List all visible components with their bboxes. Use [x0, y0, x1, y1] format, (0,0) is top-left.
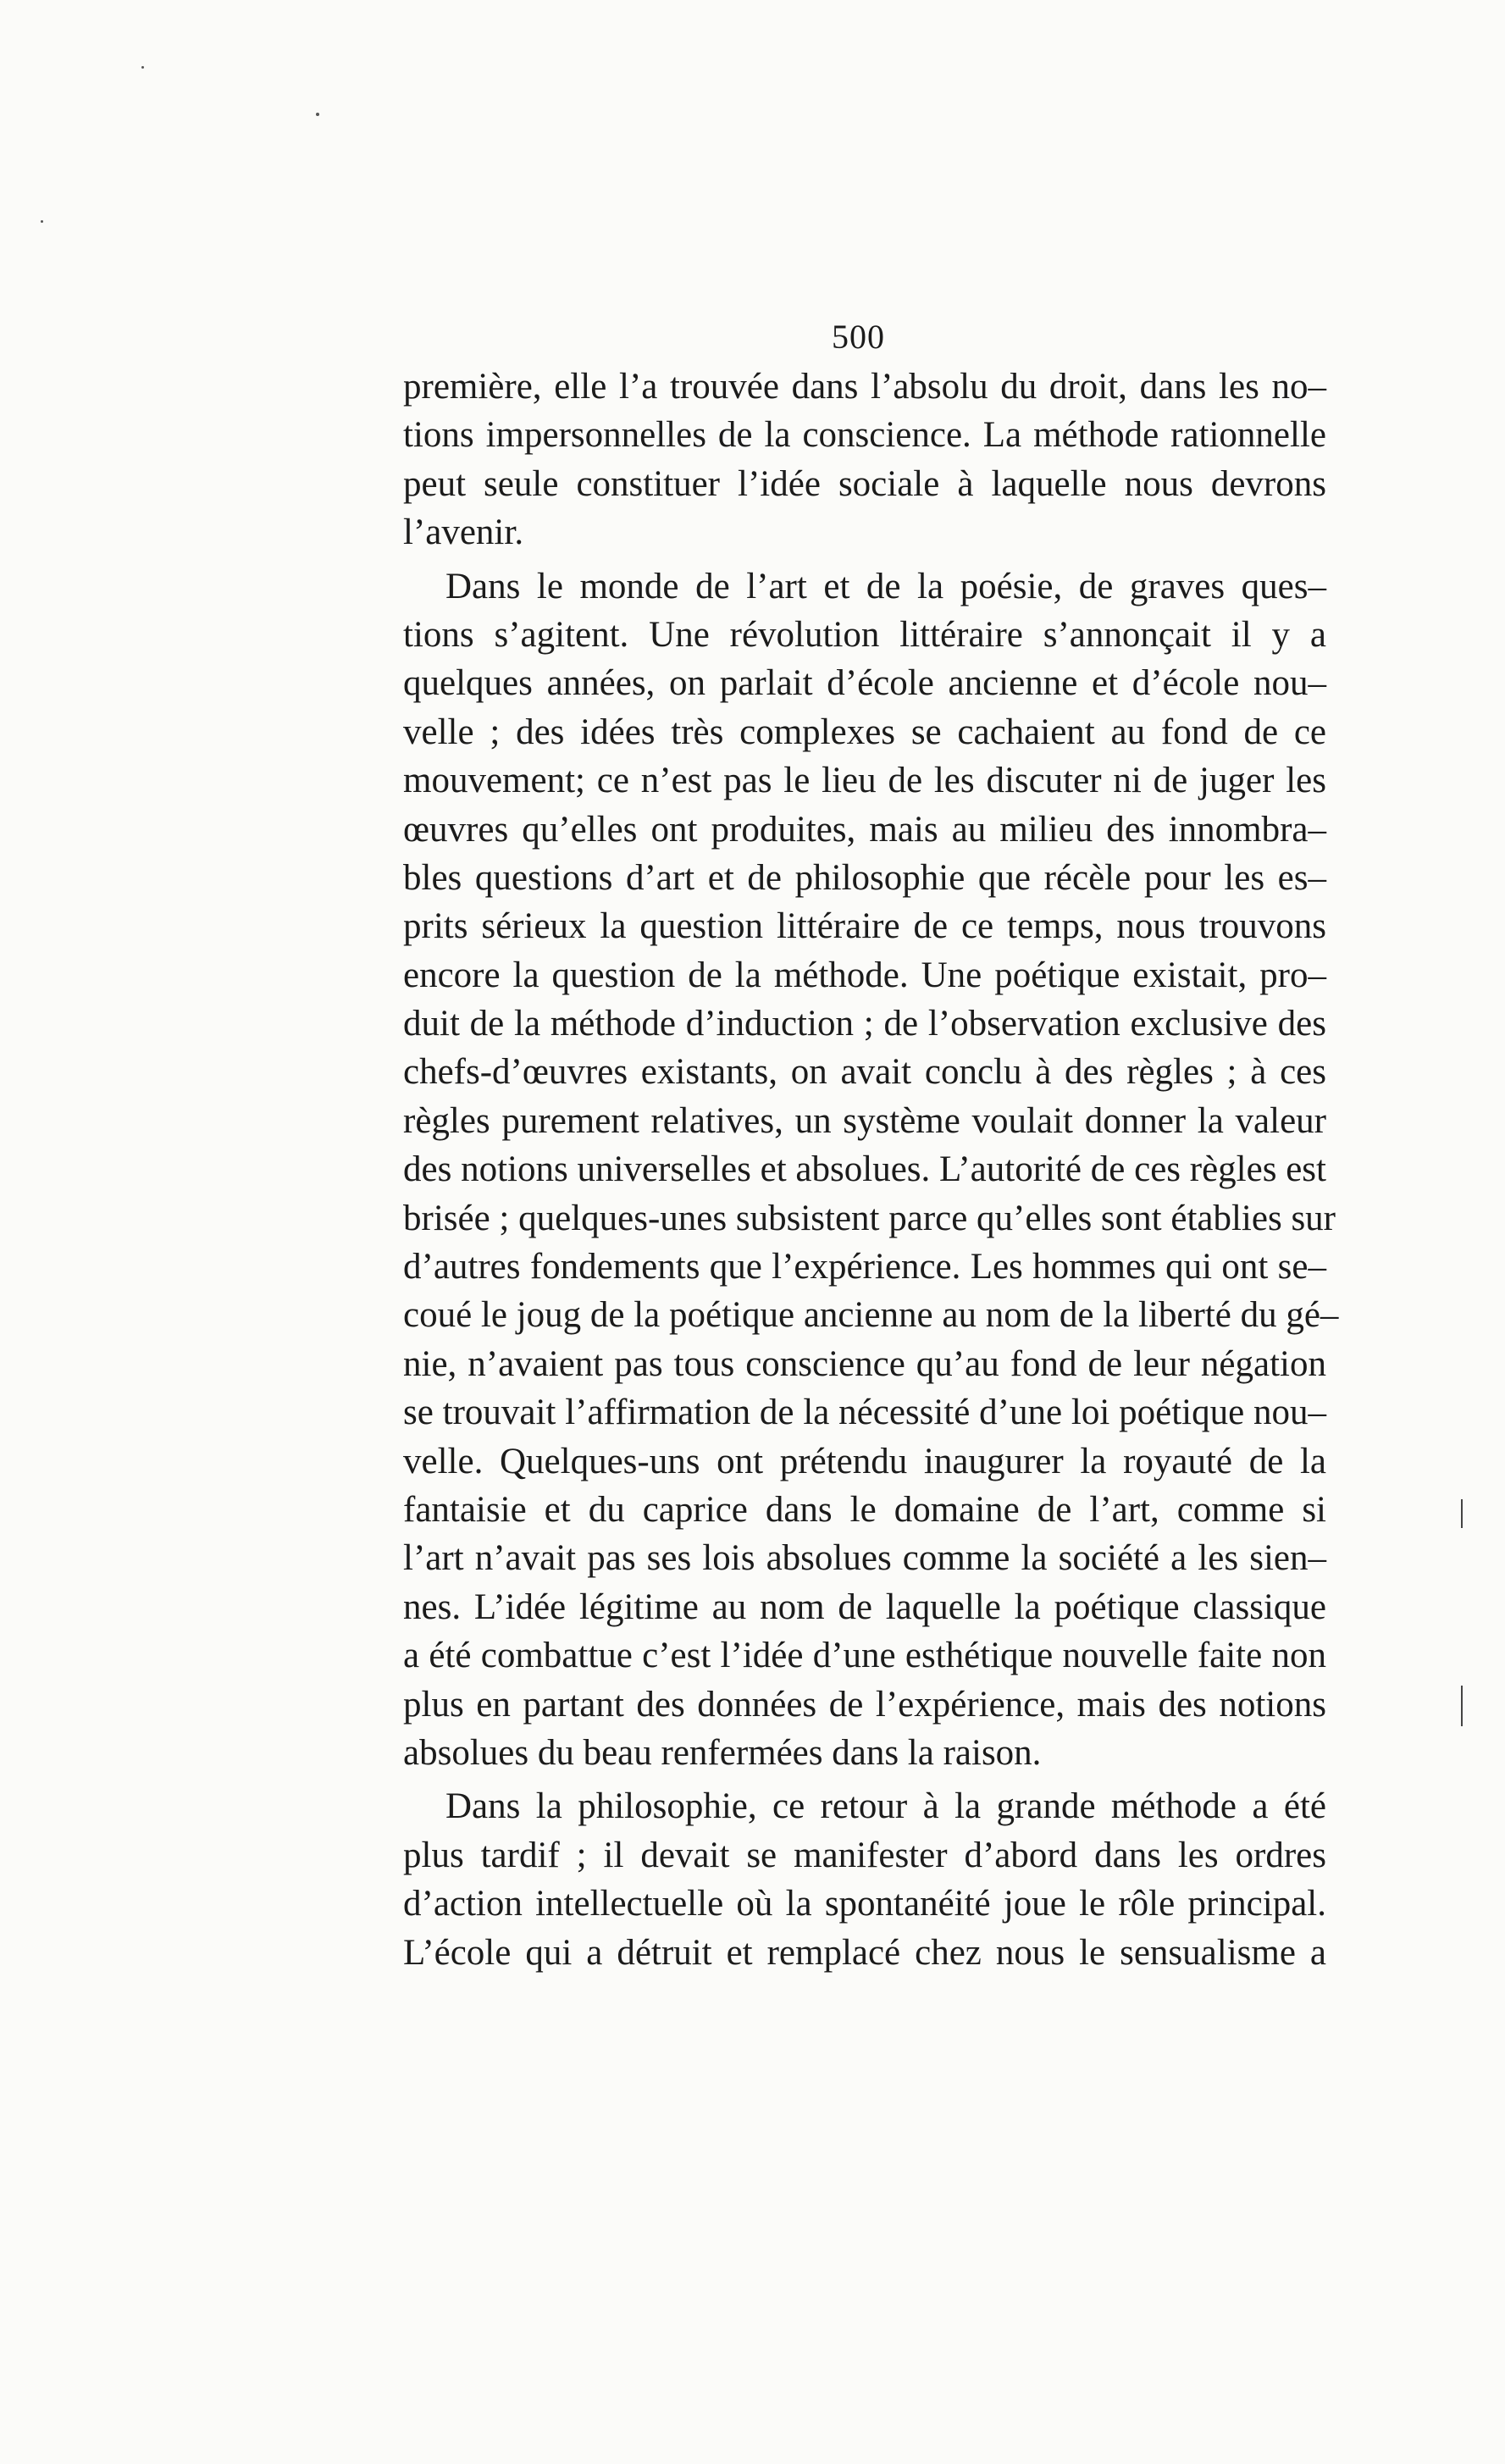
body-text	[403, 363, 1339, 1977]
text-line: nes. L’idée légitime au nom de laquelle la poétique classique	[403, 1586, 1326, 1627]
text-line: velle. Quelques-uns ont prétendu inaugurer la royauté de la	[403, 1441, 1326, 1481]
text-line: d’autres fondements que l’expérience. Les hommes qui ont se–	[403, 1247, 1326, 1287]
text-line: prits sérieux la question littéraire de ce temps, nous trouvons	[403, 906, 1326, 947]
paragraph	[403, 562, 1339, 1778]
text-line: des notions universelles et absolues. L’autorité de ces règles est	[403, 1149, 1326, 1190]
text-line: l’avenir.	[403, 512, 524, 553]
margin-mark	[1461, 1686, 1463, 1726]
text-line: quelques années, on parlait d’école ancienne et d’école nou–	[403, 663, 1326, 704]
text-line: d’action intellectuelle où la spontanéité joue le rôle principal.	[403, 1884, 1326, 1924]
scan-speck	[316, 113, 319, 116]
scan-speck	[41, 220, 43, 223]
text-line: brisée ; quelques-unes subsistent parce qu’elles sont établies sur	[403, 1198, 1336, 1238]
text-line: se trouvait l’affirmation de la nécessité d’une loi poétique nou–	[403, 1393, 1326, 1433]
text-line: nie, n’avaient pas tous conscience qu’au fond de leur négation	[403, 1343, 1326, 1384]
text-line: L’école qui a détruit et remplacé chez nous le sensualisme a	[403, 1932, 1326, 1973]
text-line: fantaisie et du caprice dans le domaine de l’art, comme si	[403, 1489, 1326, 1530]
page-number: 500	[832, 318, 885, 356]
text-line: absolues du beau renfermées dans la raison.	[403, 1732, 1042, 1773]
text-line: plus en partant des données de l’expérience, mais des notions	[403, 1684, 1326, 1725]
text-line: plus tardif ; il devait se manifester d’abord dans les ordres	[403, 1835, 1326, 1875]
text-line: Dans la philosophie, ce retour à la grande méthode a été	[445, 1786, 1326, 1827]
text-line: tions impersonnelles de la conscience. La méthode rationnelle	[403, 415, 1326, 456]
text-line: a été combattue c’est l’idée d’une esthétique nouvelle faite non	[403, 1636, 1326, 1676]
text-line: première, elle l’a trouvée dans l’absolu du droit, dans les no–	[403, 367, 1326, 407]
paragraph	[403, 1782, 1326, 1977]
text-line: bles questions d’art et de philosophie que récèle pour les es–	[403, 857, 1326, 898]
text-line: coué le joug de la poétique ancienne au nom de la liberté du gé–	[403, 1295, 1339, 1336]
text-line: tions s’agitent. Une révolution littéraire s’annonçait il y a	[403, 614, 1326, 655]
text-line: peut seule constituer l’idée sociale à laquelle nous devrons	[403, 463, 1326, 504]
text-line: chefs-d’œuvres existants, on avait conclu à des règles ; à ces	[403, 1052, 1326, 1093]
paragraph	[403, 363, 1326, 557]
text-line: velle ; des idées très complexes se cachaient au fond de ce	[403, 712, 1326, 752]
text-line: œuvres qu’elles ont produites, mais au milieu des innombra–	[403, 809, 1326, 850]
text-line: Dans le monde de l’art et de la poésie, de graves ques–	[445, 566, 1326, 606]
text-line: encore la question de la méthode. Une poétique existait, pro–	[403, 955, 1326, 995]
text-line: mouvement; ce n’est pas le lieu de les discuter ni de juger les	[403, 761, 1326, 801]
text-line: règles purement relatives, un système voulait donner la valeur	[403, 1100, 1326, 1141]
text-line: l’art n’avait pas ses lois absolues comme la société a les sien–	[403, 1538, 1326, 1579]
margin-mark	[1461, 1499, 1463, 1528]
scan-speck	[141, 66, 144, 69]
text-line: duit de la méthode d’induction ; de l’observation exclusive des	[403, 1004, 1326, 1044]
